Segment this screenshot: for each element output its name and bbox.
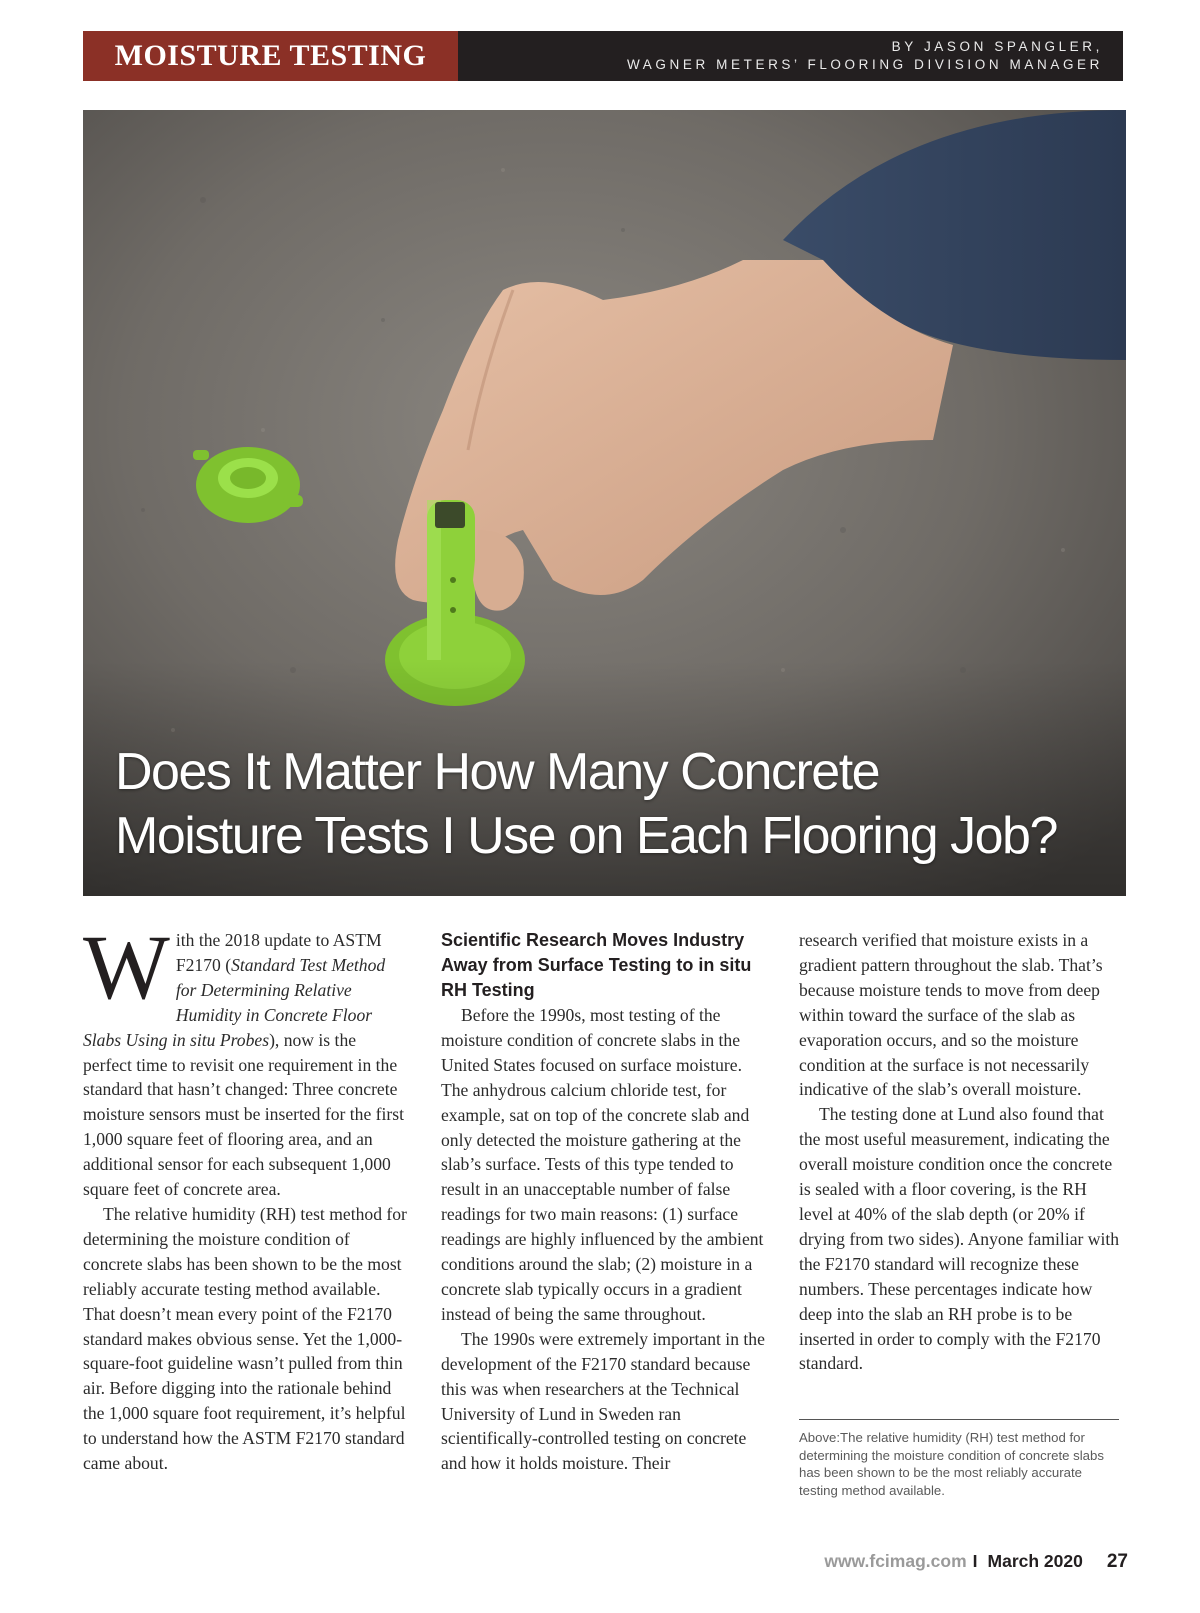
byline-author: BY JASON SPANGLER, — [891, 39, 1103, 54]
byline-title: WAGNER METERS’ FLOORING DIVISION MANAGER — [626, 57, 1103, 72]
article-column-3 — [799, 928, 1124, 1376]
article-paragraph: Before the 1990s, most testing of the moisture condition of concrete slabs in the United States focused on surface moisture. The anhydrous calcium chloride test, for example, sat on top of the concrete slab and only detected the moisture gathering at the slab’s surface. Tests of this type tended to result in an unacceptable number of false readings for two main reasons: (1) surface readings are highly influenced by the ambient conditions around the slab; (2) moisture in a concrete slab typically occurs in a gradient instead of being the same throughout. — [441, 1005, 764, 1324]
footer-date: March 2020 — [987, 1551, 1083, 1571]
footer-website-link[interactable]: www.fcimag.com — [824, 1551, 967, 1571]
caption-divider — [799, 1419, 1119, 1420]
hero-photo — [83, 110, 1126, 896]
photo-caption: Above:The relative humidity (RH) test method for determining the moisture condition of concrete slabs has been shown to be the most reliably accurate testing method available. — [799, 1430, 1104, 1498]
article-paragraph: research verified that moisture exists in a gradient pattern throughout the slab. That’s because moisture tends to move from deep within toward the surface of the slab as evaporation occurs, and so the moisture condition at the surface is not necessarily indicative of the slab’s overall moisture. — [799, 930, 1103, 1100]
page-footer — [824, 1550, 1128, 1573]
byline — [627, 38, 1103, 74]
article-column-1 — [83, 916, 408, 1476]
article-paragraph: The testing done at Lund also found that the most useful measurement, indicating the overall moisture condition once the concrete is sealed with a floor covering, is the RH level at 40% of the slab depth (or 20% if drying from two sides). Anyone familiar with the F2170 standard will recognize these numbers. These percentages indicate how deep into the slab an RH probe is to be inserted in order to comply with the F2170 standard. — [799, 1104, 1120, 1374]
article-column-2 — [441, 928, 766, 1476]
header-bar — [83, 31, 1123, 81]
article-headline — [115, 740, 1057, 868]
headline-line-1: Does It Matter How Many Concrete — [115, 743, 880, 801]
paragraph-lead: ith the 2018 update to ASTM F2170 ( — [175, 930, 382, 975]
article-paragraph — [83, 916, 408, 1202]
article-paragraph: The relative humidity (RH) test method for determining the moisture condition of concrete slabs has been shown to be the most reliably accurate testing method available. That doesn’t mean every point of the F2170 standard makes obvious sense. Yet the 1,000-square-foot guideline wasn’t pulled from thin air. Before digging into the rationale behind the 1,000 square foot requirement, it’s helpful to understand how the ASTM F2170 standard came about. — [83, 1203, 407, 1474]
drop-cap: W — [83, 916, 170, 1018]
section-tag: MOISTURE TESTING — [83, 31, 458, 81]
section-subhead: Scientific Research Moves Industry Away from Surface Testing to in situ RH Testing — [441, 930, 752, 1000]
headline-line-2: Moisture Tests I Use on Each Flooring Job? — [115, 807, 1057, 865]
page-number: 27 — [1106, 1551, 1128, 1572]
paragraph-rest: ), now is the perfect time to revisit one requirement in the standard that hasn’t changed: Three concrete moisture sensors must be inserted for the first 1,000 square feet of flooring area, and an additional sensor for each subsequent 1,000 square feet of concrete area. — [83, 1029, 405, 1200]
standard-title: Standard Test Method for Determining Relative Humidity in Concrete Floor Slabs Using in situ Probes — [83, 954, 386, 1050]
article-paragraph: The 1990s were extremely important in the development of the F2170 standard because this was when researchers at the Technical University of Lund in Sweden ran scientifically-controlled testing on concrete and how it holds moisture. Their — [441, 1328, 765, 1474]
footer-separator: I — [972, 1551, 978, 1571]
